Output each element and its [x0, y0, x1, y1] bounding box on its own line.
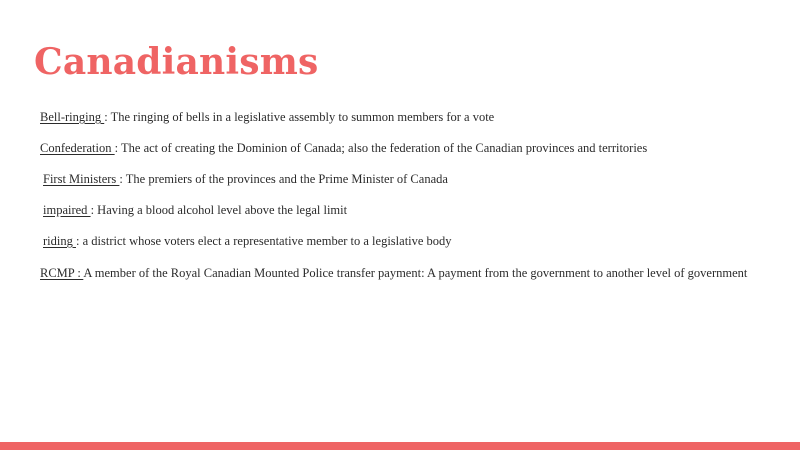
definition-separator: : — [90, 203, 95, 217]
definition-term: impaired — [43, 203, 91, 217]
slide-title: Canadianisms — [34, 41, 319, 83]
definition-term: Confederation — [40, 141, 115, 155]
definition-separator: : — [119, 172, 123, 186]
definition-text: a district whose voters elect a representative member to a legislative body — [79, 234, 452, 248]
definition-text: Having a blood alcohol level above the legal limit — [94, 203, 348, 217]
definition-separator: : — [104, 110, 108, 124]
bottom-accent-bar — [0, 442, 800, 450]
definition-text: The premiers of the provinces and the Prime Minister of Canada — [122, 172, 448, 186]
definition-separator: : — [114, 141, 119, 155]
definition-text: A member of the Royal Canadian Mounted Police transfer payment: A payment from the government to another level of government — [83, 266, 748, 280]
definition-term: riding — [43, 234, 76, 248]
definition-separator: : — [75, 234, 80, 248]
definition-text: The ringing of bells in a legislative assembly to summon members for a vote — [107, 110, 495, 124]
definition-item — [40, 201, 762, 220]
definition-item — [40, 232, 762, 251]
definition-item — [40, 108, 762, 127]
definition-term: Bell-ringing — [40, 110, 105, 124]
definition-text: The act of creating the Dominion of Canada; also the federation of the Canadian provinces and territories — [118, 141, 648, 155]
definition-item — [40, 139, 762, 158]
definition-item — [40, 170, 762, 189]
definitions-list — [40, 108, 762, 298]
definition-term: RCMP : — [40, 266, 84, 280]
definition-item — [40, 260, 762, 286]
definition-term: First Ministers — [43, 172, 120, 186]
